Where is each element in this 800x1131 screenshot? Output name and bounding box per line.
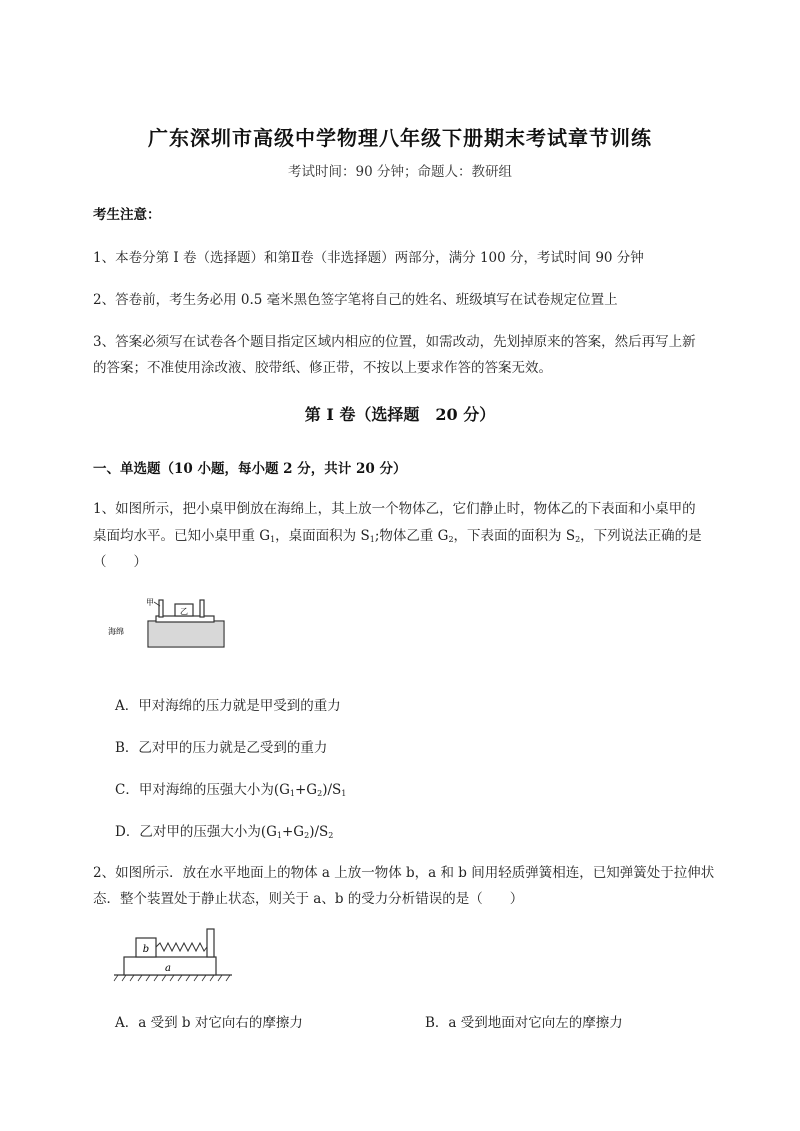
part-heading: 一、单选题（10 小题，每小题 2 分，共计 20 分） — [93, 461, 407, 477]
q2-option-a[interactable]: A．a 受到 b 对它向右的摩擦力 — [115, 1015, 303, 1031]
q1-line-3: （ ） — [93, 554, 147, 570]
q2-figure — [112, 925, 237, 985]
notice-item-2: 2、答卷前，考生务必用 0.5 毫米黑色签字笔将自己的姓名、班级填写在试卷规定位置上 — [93, 292, 618, 308]
q2-line-2: 态．整个装置处于静止状态，则关于 a、b 的受力分析错误的是（ ） — [93, 891, 524, 907]
q1-line-1: 1、如图所示，把小桌甲倒放在海绵上，其上放一个物体乙，它们静止时，物体乙的下表面和小桌甲的 — [93, 501, 696, 517]
label-yi: 乙 — [180, 607, 188, 616]
sponge-texture — [149, 622, 223, 646]
wall-post — [207, 929, 214, 957]
spring — [156, 943, 207, 951]
document-subtitle: 考试时间：90 分钟；命题人：教研组 — [288, 164, 512, 180]
q1-option-d[interactable]: D．乙对甲的压强大小为$(G_1+G_2)/S_2$ — [115, 824, 334, 840]
notice-item-3-cont: 的答案；不准使用涂改液、胶带纸、修正带，不按以上要求作答的答案无效。 — [93, 360, 552, 376]
label-sponge: 海绵 — [108, 627, 124, 636]
document-title: 广东深圳市高级中学物理八年级下册期末考试章节训练 — [148, 126, 652, 150]
notice-item-3: 3、答案必须写在试卷各个题目指定区域内相应的位置，如需改动，先划掉原来的答案，然后再写上新 — [93, 334, 696, 350]
ground-hatching — [114, 975, 230, 981]
q1-option-a[interactable]: A．甲对海绵的压力就是甲受到的重力 — [115, 698, 341, 714]
q1-option-b[interactable]: B．乙对甲的压力就是乙受到的重力 — [115, 740, 328, 756]
label-jia: 甲 — [146, 598, 154, 607]
label-a: a — [165, 963, 171, 974]
notice-item-1: 1、本卷分第 I 卷（选择题）和第Ⅱ卷（非选择题）两部分，满分 100 分，考试时间 90 分钟 — [93, 250, 644, 266]
notice-heading: 考生注意： — [93, 207, 161, 223]
q1-option-c[interactable]: C．甲对海绵的压强大小为$(G_1+G_2)/S_1$ — [115, 782, 347, 798]
table-leg-left — [159, 600, 163, 617]
table-top — [156, 616, 214, 622]
q1-figure — [104, 592, 234, 652]
table-leg-right — [200, 600, 204, 617]
q2-option-b[interactable]: B．a 受到地面对它向左的摩擦力 — [425, 1015, 623, 1031]
q1-line-2: 桌面均水平。已知小桌甲重 $G_1$，桌面面积为 $S_1$;物体乙重 $G_2$，下表面的面积为 $S_2$，下列说法正确的是 — [93, 528, 702, 544]
q2-line-1: 2、如图所示．放在水平地面上的物体 a 上放一物体 b，a 和 b 间用轻质弹簧相连，已知弹簧处于拉伸状 — [93, 865, 715, 881]
label-b: b — [142, 944, 150, 955]
section-title: 第 I 卷（选择题 20 分） — [304, 405, 496, 424]
